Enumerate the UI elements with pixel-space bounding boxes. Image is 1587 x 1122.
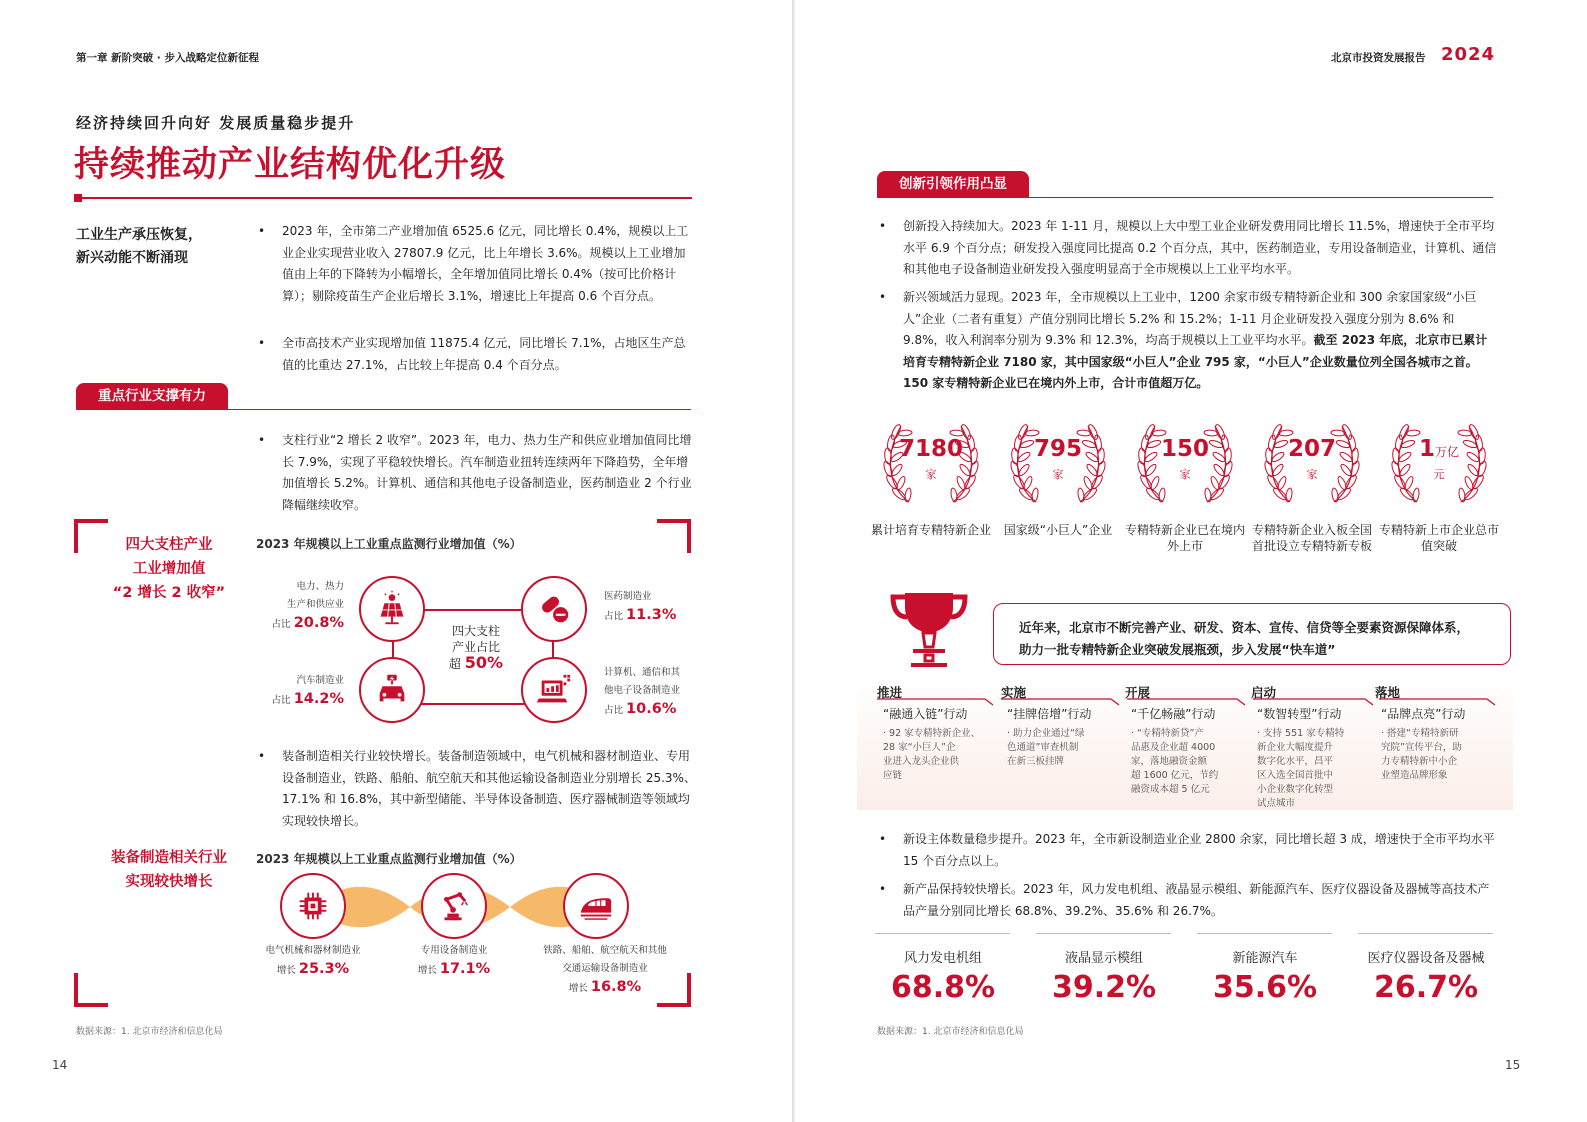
step-description-line: 数字化水平，昌平 bbox=[1257, 756, 1334, 767]
equip-prefix: 增长 bbox=[276, 965, 296, 976]
box2-side-line: 实现较快增长 bbox=[125, 874, 213, 890]
step-description-line: 新企业大幅度提升 bbox=[1257, 742, 1334, 753]
laurel-wreath-icon bbox=[879, 414, 983, 514]
bullet-paragraph: • 全市高技术产业实现增加值 11875.4 亿元，同比增长 7.1%，占地区生产总值的比重达 27.1%，占比较上年提高 0.4 个百分点。 bbox=[256, 333, 696, 376]
stat-label: 液晶显示模组 bbox=[1064, 951, 1143, 966]
laurel-caption: 专精特新企业入板全国首批设立专精特新专板 bbox=[1251, 523, 1372, 553]
laurel-number-value: 7180 bbox=[898, 436, 963, 462]
step-action: “挂牌倍增”行动 bbox=[1007, 707, 1092, 721]
step-description-line: 融资成本超 5 亿元 bbox=[1131, 784, 1210, 795]
box1-side-title bbox=[76, 533, 262, 605]
robot-arm-icon bbox=[421, 873, 487, 939]
box2-chart-title: 2023 年规模以上工业重点监测行业增加值（%） bbox=[256, 852, 522, 866]
laurel-stat bbox=[1006, 414, 1110, 514]
box2-side-title bbox=[76, 846, 262, 894]
stat-value: 35.6% bbox=[1212, 970, 1318, 1005]
stat-divider bbox=[875, 933, 1010, 934]
step-label: 实施 bbox=[1001, 685, 1027, 700]
section-rule bbox=[76, 409, 691, 410]
equip-label bbox=[248, 942, 378, 980]
section-title: 重点行业支撑有力 bbox=[76, 383, 228, 409]
pillar-prefix: 占比 bbox=[271, 619, 291, 630]
bullet-paragraph bbox=[877, 287, 1497, 395]
step-action: “千亿畅融”行动 bbox=[1131, 707, 1216, 721]
laurel-number bbox=[1133, 436, 1237, 462]
laurel-caption: 专精特新企业已在境内外上市 bbox=[1124, 523, 1245, 553]
step-description bbox=[1007, 727, 1119, 769]
step-description-line: · 支持 551 家专精特 bbox=[1257, 728, 1345, 739]
laurel-wreath-icon bbox=[1387, 414, 1491, 514]
step-description-line: 超 1600 亿元，节约 bbox=[1131, 770, 1219, 781]
right-page bbox=[795, 0, 1587, 1122]
stat-label: 风力发电机组 bbox=[903, 951, 982, 966]
left-page bbox=[0, 0, 792, 1122]
stat-label: 新能源汽车 bbox=[1232, 951, 1298, 966]
pillar-value: 10.6% bbox=[626, 701, 677, 717]
laurel-number bbox=[1006, 436, 1110, 462]
box1-side-line: “2 增长 2 收窄” bbox=[112, 585, 226, 601]
box1-side-line: 工业增加值 bbox=[132, 561, 206, 577]
chip-icon bbox=[280, 873, 346, 939]
equip-name: 电气机械和器材制造业 bbox=[265, 945, 361, 956]
laurel-stat bbox=[879, 414, 983, 514]
equip-value: 16.8% bbox=[590, 979, 642, 995]
laurel-number-value: 207 bbox=[1287, 436, 1336, 462]
equip-label bbox=[399, 942, 509, 980]
equip-value: 25.3% bbox=[298, 961, 350, 977]
step-description-line: 品惠及企业超 4000 bbox=[1131, 742, 1216, 753]
page-title: 持续推动产业结构优化升级 bbox=[74, 145, 507, 185]
step-description-line: 业塑造品牌形象 bbox=[1381, 770, 1448, 781]
laurel-unit: 家 bbox=[1306, 468, 1318, 481]
step-description-line: · 助力企业通过“绿 bbox=[1007, 728, 1085, 739]
step-description-line: 业进入龙头企业供 bbox=[883, 756, 960, 767]
title-marker bbox=[74, 194, 82, 202]
step-description bbox=[1257, 727, 1369, 811]
center-line: 四大支柱 bbox=[451, 624, 500, 638]
laurel-stat bbox=[1133, 414, 1237, 514]
center-line: 产业占比 bbox=[451, 640, 500, 654]
medicine-capsule-icon bbox=[521, 576, 587, 642]
step-description-line: 试点城市 bbox=[1257, 798, 1296, 809]
callout-text bbox=[1019, 617, 1469, 661]
stat-value: 26.7% bbox=[1373, 970, 1479, 1005]
stat-divider bbox=[1197, 933, 1332, 934]
pillar-prefix: 占比 bbox=[271, 695, 291, 706]
laurel-number-value: 150 bbox=[1160, 436, 1209, 462]
step-description-line: · 92 家专精特新企业、 bbox=[883, 728, 981, 739]
laurel-caption: 累计培育专精特新企业 bbox=[870, 523, 991, 537]
laurel-number bbox=[1387, 436, 1491, 462]
laurel-number-value: 1 bbox=[1418, 436, 1435, 462]
laurel-unit: 家 bbox=[925, 468, 937, 481]
chapter-header: 第一章 新阶突破 · 步入战略定位新征程 bbox=[76, 52, 259, 64]
data-source: 数据来源：1. 北京市经济和信息化局 bbox=[877, 1027, 1024, 1037]
step-description-line: · “专精特新贷”产 bbox=[1131, 728, 1204, 739]
equip-prefix: 增长 bbox=[568, 983, 588, 994]
section-title: 创新引领作用凸显 bbox=[877, 171, 1029, 197]
laurel-unit: 元 bbox=[1433, 468, 1445, 481]
bracket-corner bbox=[657, 973, 691, 1007]
pillar-label-auto bbox=[262, 672, 344, 710]
callout-line: 助力一批专精特新企业突破发展瓶颈，步入发展“快车道” bbox=[1019, 642, 1336, 657]
step-label: 推进 bbox=[877, 685, 903, 700]
side-heading-line: 新兴动能不断涌现 bbox=[76, 250, 188, 266]
equip-prefix: 增长 bbox=[417, 965, 437, 976]
section-rule bbox=[877, 197, 1493, 198]
laurel-wreath-icon bbox=[1006, 414, 1110, 514]
stat-divider bbox=[1358, 933, 1493, 934]
equip-name: 铁路、船舶、航空航天和其他 bbox=[543, 945, 667, 956]
laurel-wreath-icon bbox=[1260, 414, 1364, 514]
step-description-line: 在新三板挂牌 bbox=[1007, 756, 1065, 767]
pillar-prefix: 占比 bbox=[604, 611, 624, 622]
box2-side-line: 装备制造相关行业 bbox=[111, 850, 227, 866]
pillar-name: 电力、热力 bbox=[296, 581, 344, 592]
box1-chart-title: 2023 年规模以上工业重点监测行业增加值（%） bbox=[256, 537, 522, 551]
bracket-corner bbox=[657, 519, 691, 553]
page-subtitle: 经济持续回升向好 发展质量稳步提升 bbox=[76, 114, 356, 132]
page-number: 15 bbox=[1505, 1058, 1521, 1072]
pillar-prefix: 占比 bbox=[604, 705, 624, 716]
box1-side-line: 四大支柱产业 bbox=[125, 537, 213, 553]
bullet-plain-text: 新兴领域活力显现。2023 年，全市规模以上工业中，1200 余家市级专精特新企业和 300 余家国家级“小巨人”企业（二者有重复）产值分别同比增长 5.2% 和 15.2%；1-11 月企业研发投入强度分别为 8.6% 和 9.8%，收入利润率分别为 9.3% 和 12.3%，均高于规模以上工业平均水平。 bbox=[903, 290, 1477, 347]
step-description-line: 区入选全国首批中 bbox=[1257, 770, 1334, 781]
pillar-label-medicine bbox=[604, 588, 714, 626]
train-icon bbox=[563, 873, 629, 939]
step-description-line: 色通道”审查机制 bbox=[1007, 742, 1079, 753]
step-description-line: 究院”宣传平台，助 bbox=[1381, 742, 1462, 753]
step-description-line: 28 家“小巨人”企 bbox=[883, 742, 956, 753]
step-description-line: 应链 bbox=[883, 770, 903, 781]
laurel-wreath-icon bbox=[1133, 414, 1237, 514]
step-action: “数智转型”行动 bbox=[1257, 707, 1342, 721]
laurel-stat bbox=[1260, 414, 1364, 514]
stat-value: 68.8% bbox=[890, 970, 996, 1005]
computer-electronics-icon bbox=[521, 657, 587, 723]
step-description bbox=[883, 727, 995, 783]
pillar-name: 医药制造业 bbox=[604, 591, 652, 602]
report-header: 北京市投资发展报告 bbox=[1331, 52, 1426, 64]
step-description-line: 小企业数字化转型 bbox=[1257, 784, 1334, 795]
equip-value: 17.1% bbox=[439, 961, 491, 977]
laurel-unit: 家 bbox=[1179, 468, 1191, 481]
laurel-unit-inline: 万亿 bbox=[1435, 445, 1460, 459]
laurel-caption: 专精特新上市企业总市值突破 bbox=[1378, 523, 1499, 553]
pillar-label-power bbox=[262, 578, 344, 634]
step-description bbox=[1381, 727, 1493, 783]
side-heading bbox=[76, 224, 202, 270]
step-label: 开展 bbox=[1125, 685, 1151, 700]
page-number: 14 bbox=[52, 1058, 68, 1072]
power-industry-icon bbox=[359, 576, 425, 642]
pillar-name: 汽车制造业 bbox=[296, 675, 344, 686]
bullet-paragraph: • 新产品保持较快增长。2023 年，风力发电机组、液晶显示模组、新能源汽车、医疗仪器设备及器械等高技术产品产量分别同比增长 68.8%、39.2%、35.6% 和 26.7%。 bbox=[877, 879, 1497, 922]
pillar-center-text bbox=[441, 623, 511, 672]
pillar-value: 11.3% bbox=[626, 607, 677, 623]
pillar-value: 20.8% bbox=[293, 615, 344, 631]
callout-line: 近年来，北京市不断完善产业、研发、资本、宣传、信贷等全要素资源保障体系， bbox=[1019, 620, 1470, 635]
equip-name: 专用设备制造业 bbox=[420, 945, 488, 956]
pillar-value: 14.2% bbox=[293, 691, 344, 707]
pillar-name: 计算机、通信和其 bbox=[604, 667, 681, 678]
laurel-number bbox=[879, 436, 983, 462]
bullet-paragraph: • 创新投入持续加大。2023 年 1-11 月，规模以上大中型工业企业研发费用同比增长 11.5%，增速快于全市平均水平 6.9 个百分点；研发投入强度同比提高 0.2 个百分点，其中，医药制造业，专用设备制造业，计算机、通信和其他电子设备制造业研发投入强度明显高于全市规模以上工业平均水平。 bbox=[877, 216, 1497, 281]
pillar-label-computer bbox=[604, 664, 714, 720]
bullet-paragraph: • 支柱行业“2 增长 2 收窄”。2023 年，电力、热力生产和供应业增加值同比增长 7.9%，实现了平稳较快增长。汽车制造业扭转连续两年下降趋势，全年增加值增长 5.2%。计算机、通信和其他电子设备制造业，医药制造业 2 个行业降幅继续收窄。 bbox=[256, 430, 696, 516]
stat-label: 医疗仪器设备及器械 bbox=[1367, 951, 1485, 966]
step-description bbox=[1131, 727, 1243, 797]
pillar-name: 生产和供应业 bbox=[286, 599, 344, 610]
step-action: “融通入链”行动 bbox=[883, 707, 968, 721]
stat-value: 39.2% bbox=[1051, 970, 1157, 1005]
side-heading-line: 工业生产承压恢复， bbox=[76, 227, 202, 243]
trophy-icon bbox=[887, 585, 971, 669]
step-description-line: · 搭建“专精特新研 bbox=[1381, 728, 1459, 739]
step-label: 落地 bbox=[1375, 685, 1401, 700]
laurel-stat bbox=[1387, 414, 1491, 514]
center-prefix: 超 bbox=[448, 657, 461, 671]
step-label: 启动 bbox=[1251, 685, 1277, 700]
center-percent: 50% bbox=[464, 653, 504, 672]
laurel-unit: 家 bbox=[1052, 468, 1064, 481]
step-description-line: 家，落地融资金额 bbox=[1131, 756, 1208, 767]
bullet-paragraph: • 新设主体数量稳步提升。2023 年，全市新设制造业企业 2800 余家，同比增长超 3 成，增速快于全市平均水平 15 个百分点以上。 bbox=[877, 829, 1497, 872]
step-description-line: 力专精特新中小企 bbox=[1381, 756, 1458, 767]
title-rule bbox=[82, 197, 692, 199]
laurel-number-value: 795 bbox=[1033, 436, 1082, 462]
bullet-paragraph: • 2023 年，全市第二产业增加值 6525.6 亿元，同比增长 0.4%，规模以上工业企业实现营业收入 27807.9 亿元，比上年增长 3.6%。规模以上工业增加值由上年的下降转为小幅增长，全年增加值同比增长 0.4%（按可比价格计算）；剔除疫苗生产企业后增长 3.1%，增速比上年提高 0.6 个百分点。 bbox=[256, 221, 696, 307]
pillar-name: 他电子设备制造业 bbox=[604, 685, 681, 696]
laurel-caption: 国家级“小巨人”企业 bbox=[1003, 523, 1113, 537]
report-year: 2024 bbox=[1441, 44, 1496, 65]
data-source: 数据来源：1. 北京市经济和信息化局 bbox=[76, 1027, 223, 1037]
stat-divider bbox=[1036, 933, 1171, 934]
bracket-corner bbox=[74, 973, 108, 1007]
laurel-number bbox=[1260, 436, 1364, 462]
car-charging-icon bbox=[359, 657, 425, 723]
step-action: “品牌点亮”行动 bbox=[1381, 707, 1466, 721]
bullet-bold-text: 截至 2023 年底，北京市已累计培育专精特新企业 7180 家，其中国家级“小巨人”企业 795 家，“小巨人”企业数量位列全国各城市之首。150 家专精特新企业已在境内外上市，合计市值超万亿。 bbox=[903, 333, 1488, 390]
bullet-paragraph: • 装备制造相关行业较快增长。装备制造领域中，电气机械和器材制造业、专用设备制造业，铁路、船舶、航空航天和其他运输设备制造业分别增长 25.3%、17.1% 和 16.8%，其中新型储能、半导体设备制造、医疗器械制造等领域均实现较快增长。 bbox=[256, 746, 696, 832]
equip-name: 交通运输设备制造业 bbox=[562, 963, 648, 974]
